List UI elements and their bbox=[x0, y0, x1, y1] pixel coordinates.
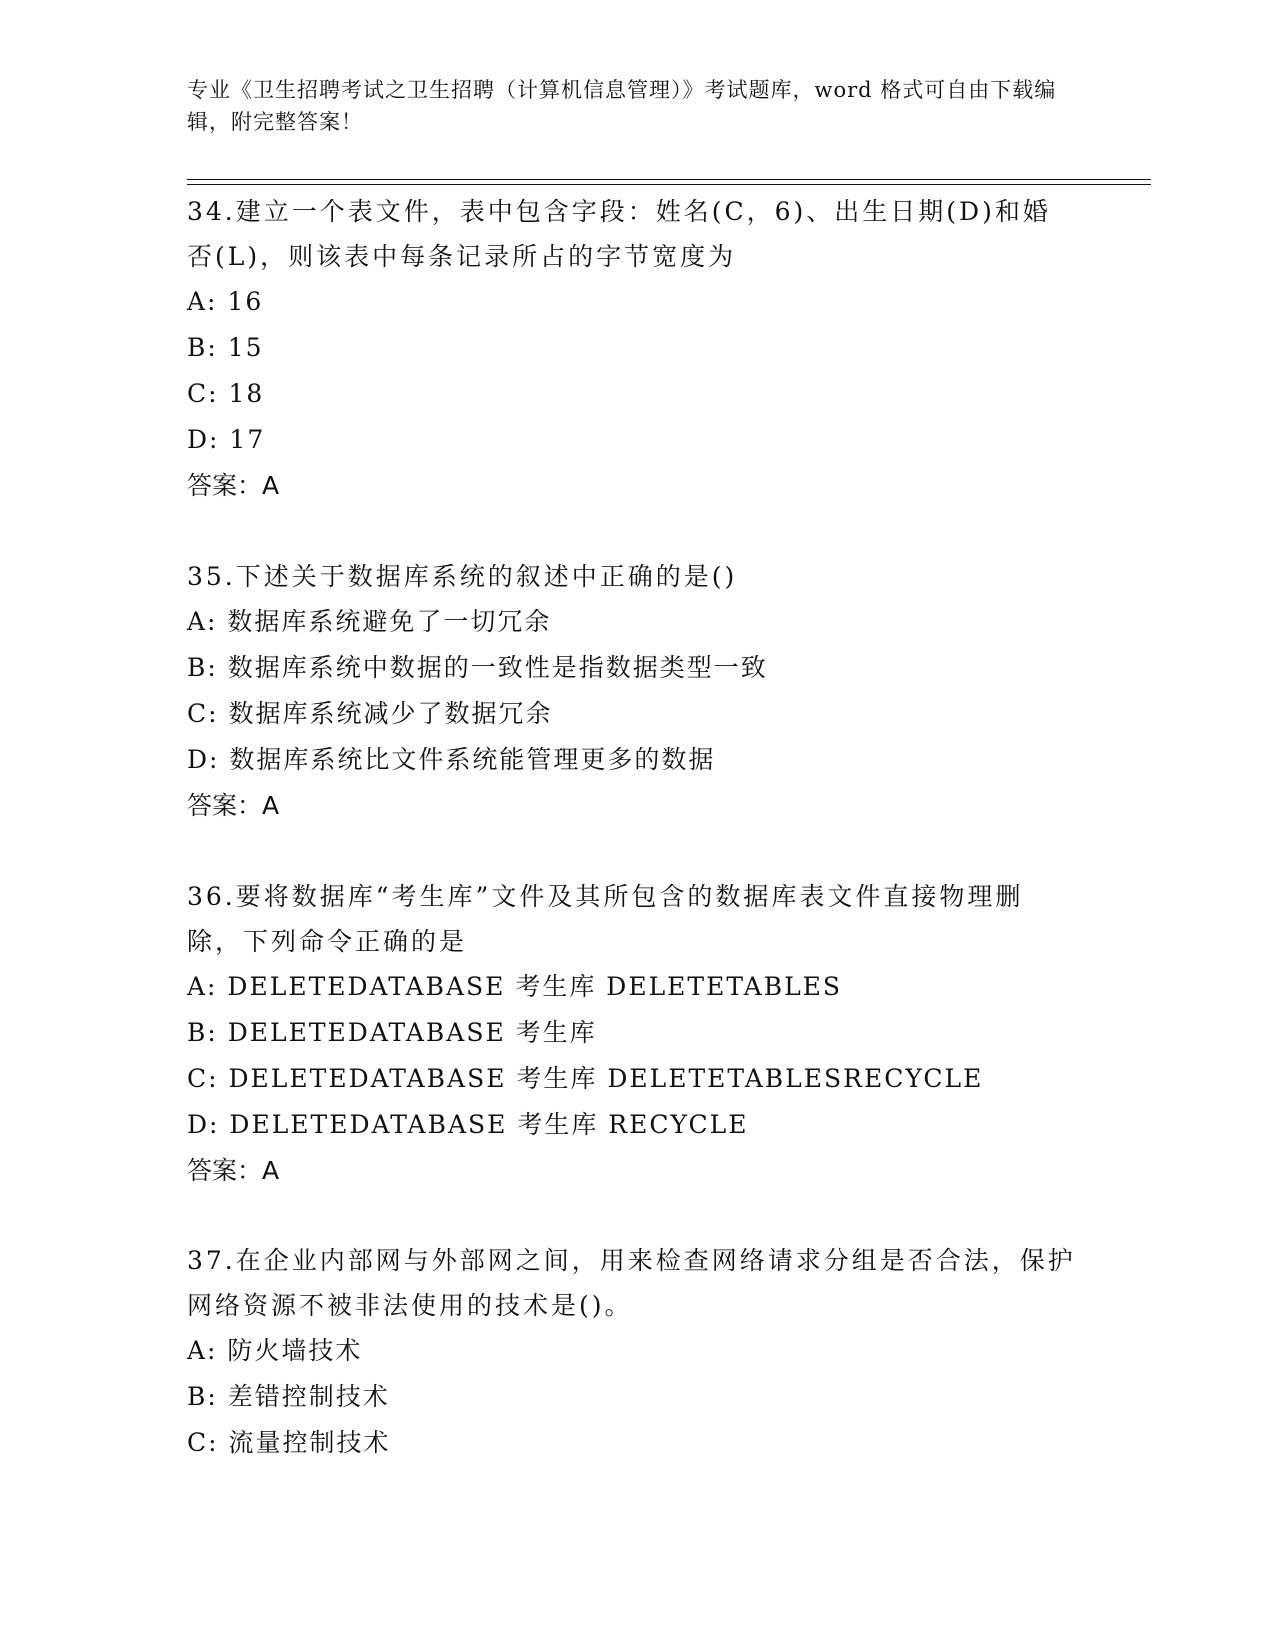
answer-line: 答案：A bbox=[187, 791, 280, 820]
question-stem: 34.建立一个表文件，表中包含字段：姓名(C，6)、出生日期(D)和婚否(L)，则该表中每条记录所占的字节宽度为 bbox=[187, 197, 1051, 271]
answer-line: 答案：A bbox=[187, 1156, 280, 1185]
header-rule-top bbox=[187, 179, 1151, 180]
option-d: D: DELETEDATABASE 考生库 RECYCLE bbox=[187, 1110, 749, 1139]
question-37 bbox=[187, 1238, 1077, 1466]
option-b: B: 数据库系统中数据的一致性是指数据类型一致 bbox=[187, 653, 768, 682]
option-a: A: DELETEDATABASE 考生库 DELETETABLES bbox=[187, 972, 843, 1001]
option-c: C: 流量控制技术 bbox=[187, 1428, 391, 1457]
question-stem: 37.在企业内部网与外部网之间，用来检查网络请求分组是否合法，保护网络资源不被非法使用的技术是()。 bbox=[187, 1246, 1076, 1320]
option-c: C: 数据库系统减少了数据冗余 bbox=[187, 699, 553, 728]
answer-line: 答案：A bbox=[187, 471, 280, 500]
question-36 bbox=[187, 874, 1077, 1194]
question-stem: 36.要将数据库“考生库”文件及其所包含的数据库表文件直接物理删除，下列命令正确的是 bbox=[187, 882, 1024, 956]
option-b: B: DELETEDATABASE 考生库 bbox=[187, 1018, 597, 1047]
document-header: 专业《卫生招聘考试之卫生招聘（计算机信息管理）》考试题库，word 格式可自由下载编辑，附完整答案！ bbox=[187, 78, 1057, 134]
option-c: C: DELETEDATABASE 考生库 DELETETABLESRECYCLE bbox=[187, 1064, 984, 1093]
option-d: D: 数据库系统比文件系统能管理更多的数据 bbox=[187, 745, 716, 774]
question-34 bbox=[187, 189, 1077, 509]
option-a: A: 数据库系统避免了一切冗余 bbox=[187, 607, 552, 636]
option-d: D: 17 bbox=[187, 425, 266, 454]
question-35 bbox=[187, 554, 1077, 829]
header-rule-bottom bbox=[187, 184, 1151, 185]
option-b: B: 差错控制技术 bbox=[187, 1382, 390, 1411]
option-a: A: 防火墙技术 bbox=[187, 1336, 363, 1365]
option-a: A: 16 bbox=[187, 287, 264, 316]
question-stem: 35.下述关于数据库系统的叙述中正确的是() bbox=[187, 562, 738, 591]
option-b: B: 15 bbox=[187, 333, 264, 362]
option-c: C: 18 bbox=[187, 379, 265, 408]
